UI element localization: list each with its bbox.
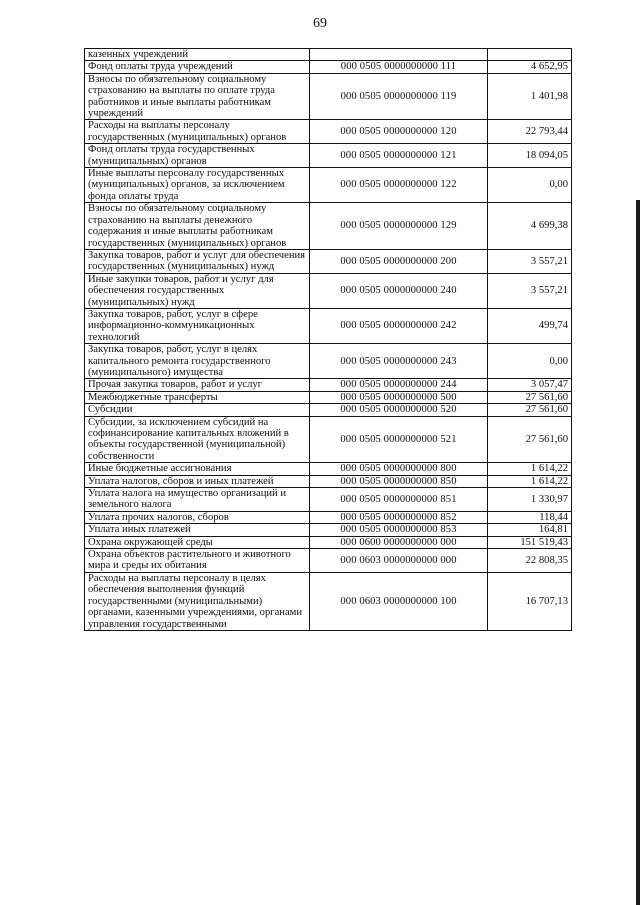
row-sum-cell: 164,81 bbox=[488, 524, 572, 536]
table-row bbox=[85, 249, 572, 273]
table-row bbox=[85, 120, 572, 144]
row-name-cell: Уплата прочих налогов, сборов bbox=[85, 511, 310, 523]
budget-table bbox=[84, 48, 572, 631]
row-sum-cell: 27 561,60 bbox=[488, 391, 572, 403]
row-sum-cell: 1 401,98 bbox=[488, 73, 572, 120]
row-sum-cell: 4 652,95 bbox=[488, 61, 572, 73]
row-code-cell: 000 0505 0000000000 122 bbox=[310, 168, 488, 203]
row-name-cell: Расходы на выплаты персоналу государственных (муниципальных) органов bbox=[85, 120, 310, 144]
table-row bbox=[85, 168, 572, 203]
page-number: 69 bbox=[313, 16, 327, 31]
table-row bbox=[85, 475, 572, 487]
row-code-cell: 000 0505 0000000000 500 bbox=[310, 391, 488, 403]
row-sum-cell: 16 707,13 bbox=[488, 572, 572, 630]
row-sum-cell: 0,00 bbox=[488, 344, 572, 379]
row-code-cell: 000 0505 0000000000 119 bbox=[310, 73, 488, 120]
row-name-cell: Уплата налога на имущество организаций и земельного налога bbox=[85, 488, 310, 512]
table-row bbox=[85, 273, 572, 308]
row-code-cell: 000 0505 0000000000 851 bbox=[310, 488, 488, 512]
row-code-cell: 000 0600 0000000000 000 bbox=[310, 536, 488, 548]
row-code-cell: 000 0505 0000000000 800 bbox=[310, 463, 488, 475]
row-name-cell: Взносы по обязательному социальному страхованию на выплаты денежного содержания и иные выплаты работникам государственных (муниципальных) органов bbox=[85, 203, 310, 250]
table-row bbox=[85, 61, 572, 73]
row-sum-cell: 3 057,47 bbox=[488, 379, 572, 391]
row-sum-cell: 27 561,60 bbox=[488, 416, 572, 463]
row-sum-cell: 22 793,44 bbox=[488, 120, 572, 144]
row-sum-cell: 4 699,38 bbox=[488, 203, 572, 250]
row-name-cell: Уплата иных платежей bbox=[85, 524, 310, 536]
row-sum-cell: 1 614,22 bbox=[488, 475, 572, 487]
scan-edge-shadow bbox=[636, 200, 640, 905]
row-name-cell: Фонд оплаты труда государственных (муниципальных) органов bbox=[85, 144, 310, 168]
row-name-cell: Уплата налогов, сборов и иных платежей bbox=[85, 475, 310, 487]
row-name-cell: Закупка товаров, работ, услуг в целях капитального ремонта государственного (муниципального) имущества bbox=[85, 344, 310, 379]
row-sum-cell: 1 330,97 bbox=[488, 488, 572, 512]
row-sum-cell: 151 519,43 bbox=[488, 536, 572, 548]
row-code-cell: 000 0505 0000000000 120 bbox=[310, 120, 488, 144]
row-sum-cell: 118,44 bbox=[488, 511, 572, 523]
table-row bbox=[85, 463, 572, 475]
table-row bbox=[85, 344, 572, 379]
table-row bbox=[85, 536, 572, 548]
row-sum-cell bbox=[488, 49, 572, 61]
row-name-cell: Субсидии, за исключением субсидий на софинансирование капитальных вложений в объекты государственной (муниципальной) собственности bbox=[85, 416, 310, 463]
row-sum-cell: 27 561,60 bbox=[488, 404, 572, 416]
row-code-cell: 000 0505 0000000000 111 bbox=[310, 61, 488, 73]
row-sum-cell: 18 094,05 bbox=[488, 144, 572, 168]
row-name-cell: Закупка товаров, работ и услуг для обеспечения государственных (муниципальных) нужд bbox=[85, 249, 310, 273]
row-name-cell: Иные бюджетные ассигнования bbox=[85, 463, 310, 475]
row-name-cell: Межбюджетные трансферты bbox=[85, 391, 310, 403]
row-name-cell: казенных учреждений bbox=[85, 49, 310, 61]
table-row bbox=[85, 488, 572, 512]
row-name-cell: Прочая закупка товаров, работ и услуг bbox=[85, 379, 310, 391]
row-name-cell: Иные закупки товаров, работ и услуг для обеспечения государственных (муниципальных) нужд bbox=[85, 273, 310, 308]
table-row bbox=[85, 404, 572, 416]
row-name-cell: Охрана окружающей среды bbox=[85, 536, 310, 548]
row-sum-cell: 499,74 bbox=[488, 308, 572, 343]
row-name-cell: Фонд оплаты труда учреждений bbox=[85, 61, 310, 73]
table-row bbox=[85, 73, 572, 120]
table-row bbox=[85, 511, 572, 523]
row-sum-cell: 3 557,21 bbox=[488, 273, 572, 308]
table-row bbox=[85, 549, 572, 573]
row-sum-cell: 0,00 bbox=[488, 168, 572, 203]
row-code-cell: 000 0505 0000000000 200 bbox=[310, 249, 488, 273]
row-code-cell: 000 0505 0000000000 242 bbox=[310, 308, 488, 343]
row-code-cell bbox=[310, 49, 488, 61]
row-sum-cell: 1 614,22 bbox=[488, 463, 572, 475]
row-name-cell: Иные выплаты персоналу государственных (муниципальных) органов, за исключением фонда оплаты труда bbox=[85, 168, 310, 203]
row-name-cell: Субсидии bbox=[85, 404, 310, 416]
table-row bbox=[85, 144, 572, 168]
row-code-cell: 000 0603 0000000000 100 bbox=[310, 572, 488, 630]
row-name-cell: Закупка товаров, работ, услуг в сфере информационно-коммуникационных технологий bbox=[85, 308, 310, 343]
row-name-cell: Расходы на выплаты персоналу в целях обеспечения выполнения функций государственными (муниципальными) органами, казенными учреждениями, органами управления государственными bbox=[85, 572, 310, 630]
table-row bbox=[85, 524, 572, 536]
row-sum-cell: 3 557,21 bbox=[488, 249, 572, 273]
row-name-cell: Охрана объектов растительного и животного мира и среды их обитания bbox=[85, 549, 310, 573]
row-sum-cell: 22 808,35 bbox=[488, 549, 572, 573]
row-name-cell: Взносы по обязательному социальному страхованию на выплаты по оплате труда работников и иные выплаты работникам учреждений bbox=[85, 73, 310, 120]
table-row bbox=[85, 203, 572, 250]
budget-table-body bbox=[85, 49, 572, 631]
table-row bbox=[85, 49, 572, 61]
row-code-cell: 000 0505 0000000000 853 bbox=[310, 524, 488, 536]
row-code-cell: 000 0505 0000000000 852 bbox=[310, 511, 488, 523]
row-code-cell: 000 0603 0000000000 000 bbox=[310, 549, 488, 573]
table-row bbox=[85, 308, 572, 343]
table-row bbox=[85, 416, 572, 463]
row-code-cell: 000 0505 0000000000 129 bbox=[310, 203, 488, 250]
row-code-cell: 000 0505 0000000000 521 bbox=[310, 416, 488, 463]
row-code-cell: 000 0505 0000000000 850 bbox=[310, 475, 488, 487]
row-code-cell: 000 0505 0000000000 121 bbox=[310, 144, 488, 168]
table-row bbox=[85, 379, 572, 391]
row-code-cell: 000 0505 0000000000 243 bbox=[310, 344, 488, 379]
table-row bbox=[85, 391, 572, 403]
row-code-cell: 000 0505 0000000000 240 bbox=[310, 273, 488, 308]
row-code-cell: 000 0505 0000000000 244 bbox=[310, 379, 488, 391]
row-code-cell: 000 0505 0000000000 520 bbox=[310, 404, 488, 416]
table-row bbox=[85, 572, 572, 630]
